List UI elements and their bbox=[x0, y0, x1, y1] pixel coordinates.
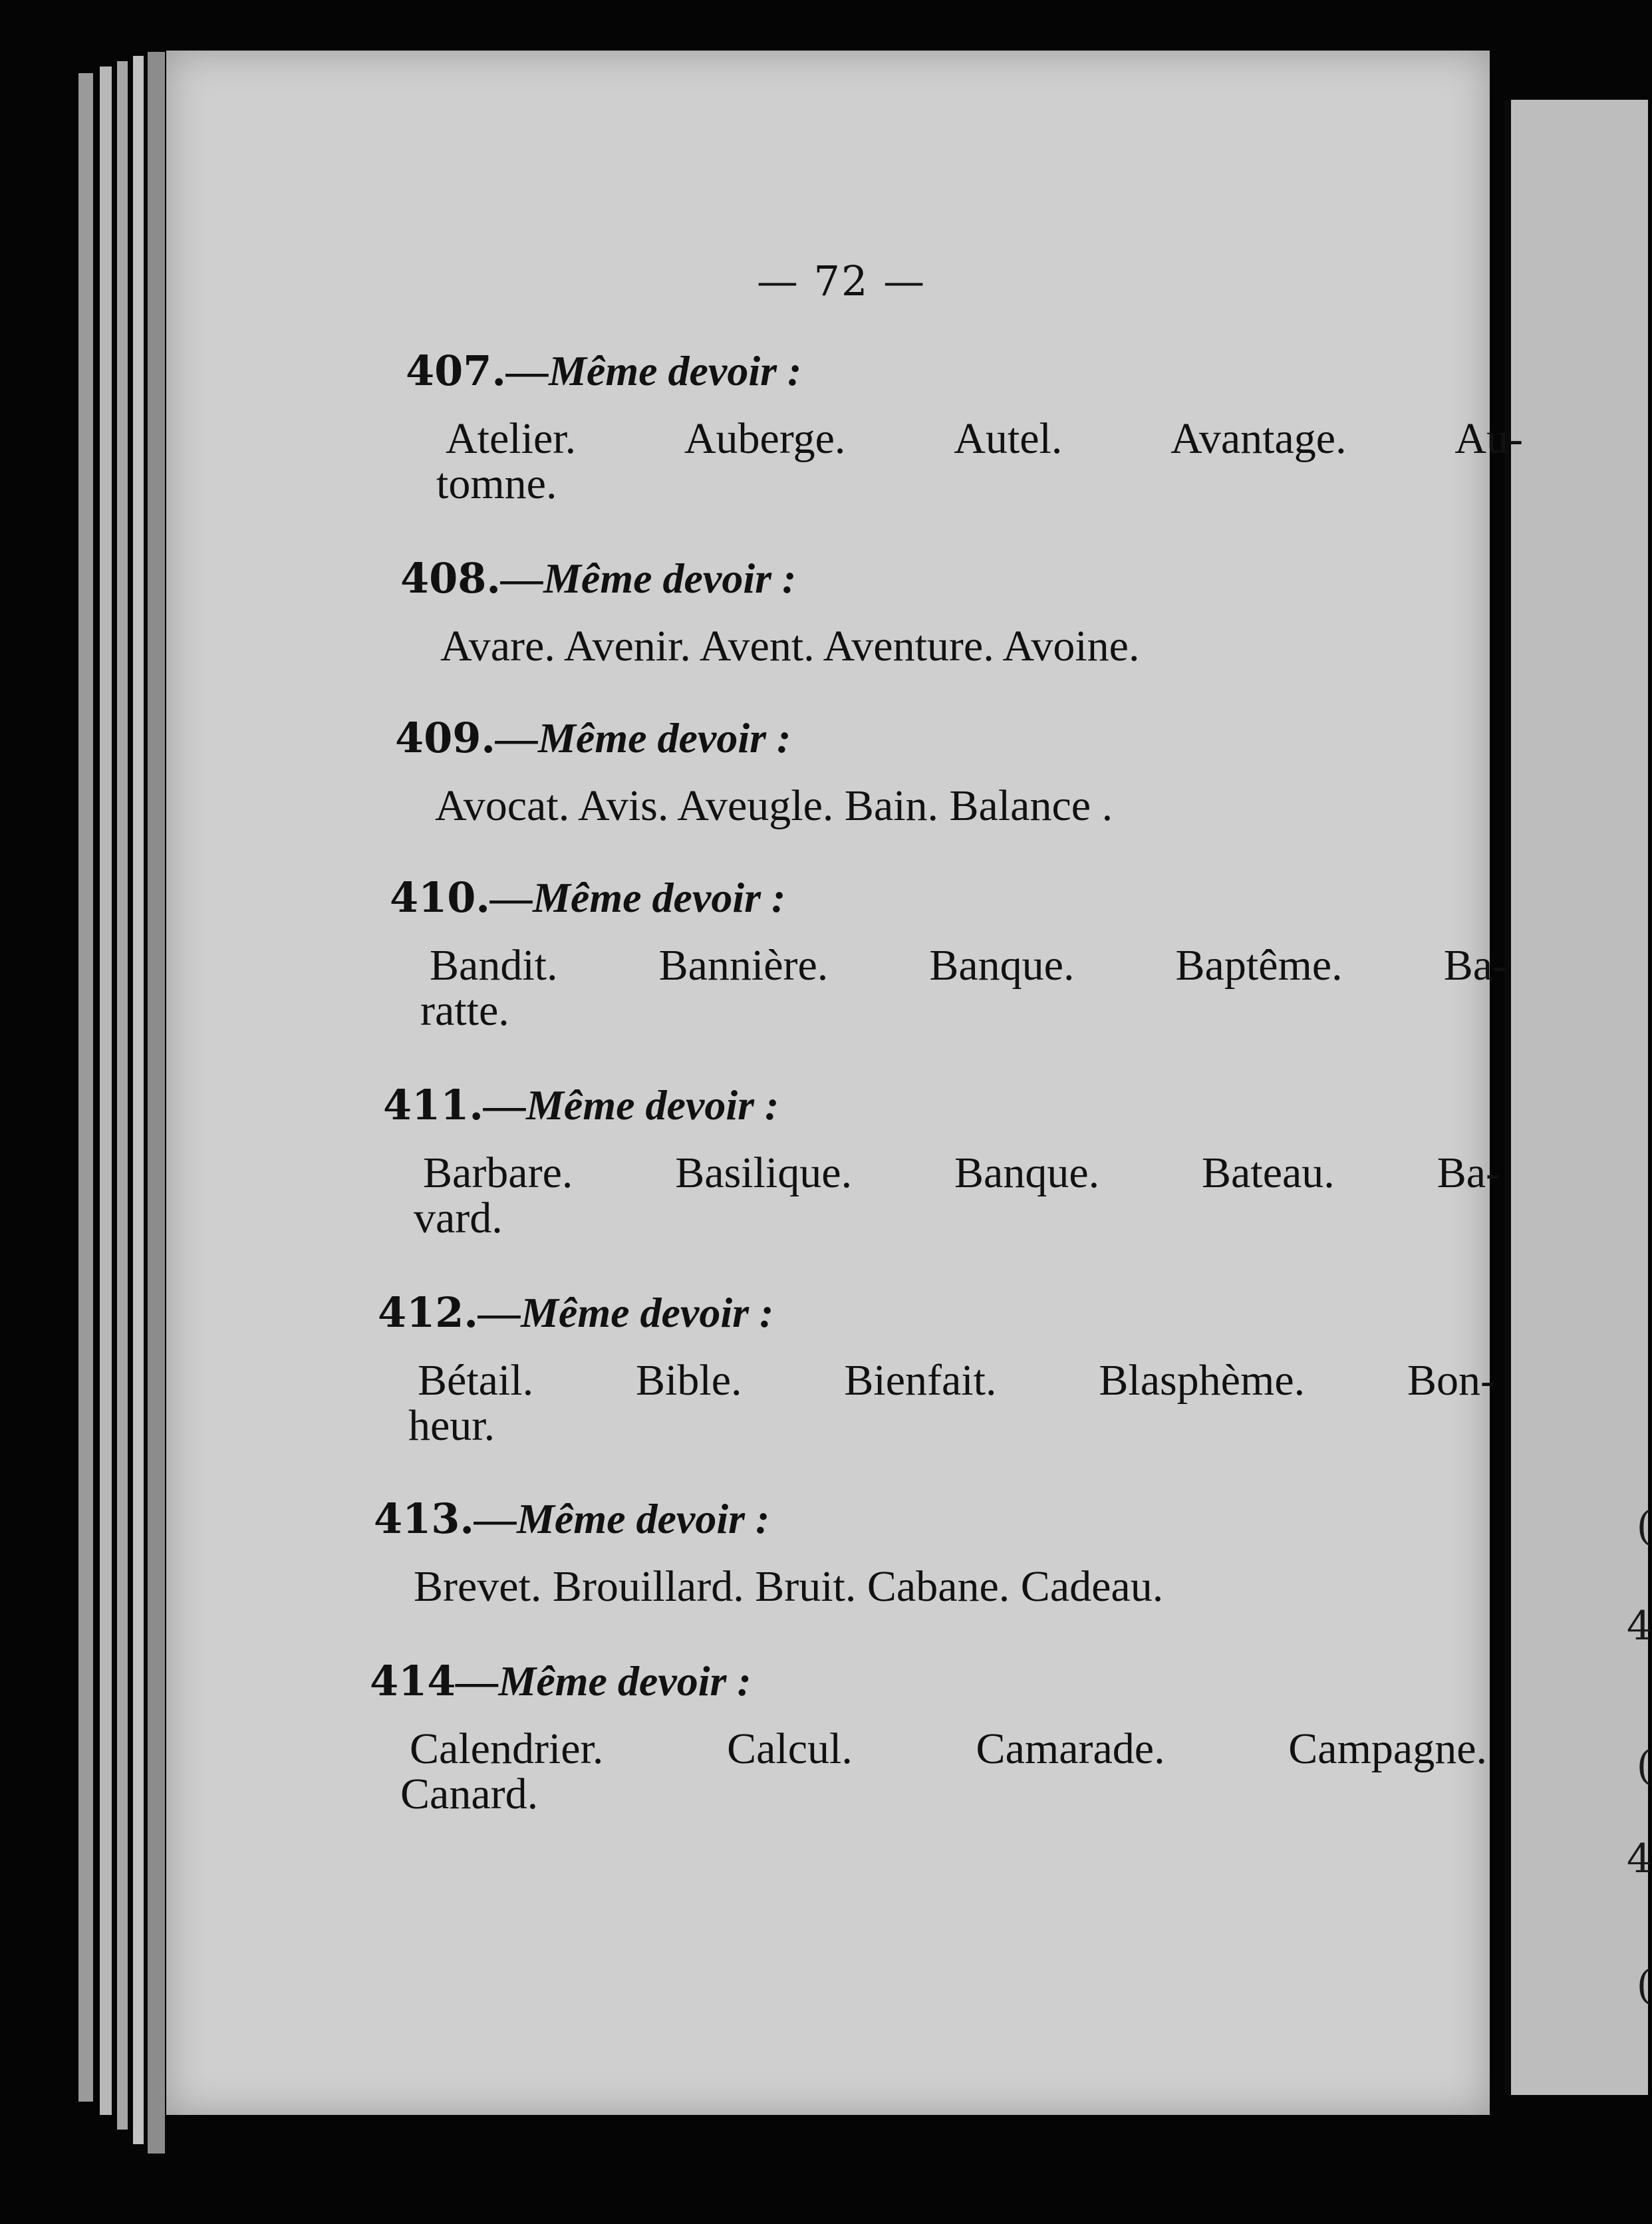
exercise-heading bbox=[406, 346, 1523, 396]
exercise-title: —Même devoir : bbox=[474, 1495, 770, 1542]
exercise-body bbox=[420, 941, 1507, 1035]
exercise-body bbox=[408, 1356, 1495, 1450]
page-edge bbox=[78, 73, 93, 2102]
facing-page-fragment: ( bbox=[1636, 1503, 1652, 1550]
exercise-heading bbox=[370, 1656, 1487, 1707]
exercise-number: 409. bbox=[395, 714, 496, 762]
exercise-number: 412. bbox=[378, 1288, 479, 1337]
exercise-heading bbox=[395, 713, 1512, 764]
exercise-body bbox=[414, 1564, 1491, 1609]
facing-page-fragment: 4 bbox=[1626, 1836, 1652, 1882]
exercise-title: —Même devoir : bbox=[501, 555, 797, 602]
exercise-line-continued: tomne. bbox=[436, 460, 557, 508]
exercise-body bbox=[414, 1149, 1500, 1242]
exercise-item bbox=[383, 1080, 1500, 1241]
page-edge bbox=[133, 56, 144, 2144]
facing-page-fragment: ( bbox=[1636, 1962, 1652, 2009]
exercise-number: 413. bbox=[374, 1494, 475, 1543]
page-edge bbox=[148, 52, 165, 2154]
exercise-number: 414 bbox=[370, 1657, 456, 1705]
exercise-title: —Même devoir : bbox=[456, 1657, 752, 1705]
exercise-number: 411. bbox=[383, 1081, 484, 1129]
exercise-line: Barbare. Basilique. Banque. Bateau. Ba- bbox=[423, 1149, 1500, 1197]
exercise-heading bbox=[374, 1494, 1491, 1544]
exercise-line-continued: heur. bbox=[408, 1401, 495, 1450]
facing-page bbox=[1504, 100, 1652, 2095]
exercise-body bbox=[436, 414, 1523, 508]
exercise-title: —Même devoir : bbox=[506, 347, 802, 394]
exercise-body bbox=[440, 624, 1518, 669]
exercise-item bbox=[395, 713, 1512, 829]
exercise-title: —Même devoir : bbox=[490, 874, 786, 921]
exercise-title: —Même devoir : bbox=[495, 714, 791, 762]
exercise-item bbox=[406, 346, 1523, 507]
exercise-title: —Même devoir : bbox=[483, 1081, 779, 1129]
exercise-body bbox=[400, 1725, 1487, 1818]
facing-page-fragment: ( bbox=[1636, 1742, 1652, 1789]
exercise-number: 410. bbox=[390, 873, 491, 922]
exercise-line-continued: vard. bbox=[414, 1194, 503, 1242]
exercise-heading bbox=[378, 1288, 1495, 1338]
exercise-heading bbox=[400, 553, 1518, 604]
exercise-line: Atelier. Auberge. Autel. Avantage. Au- bbox=[446, 414, 1523, 463]
exercise-heading bbox=[383, 1080, 1500, 1131]
exercise-item bbox=[400, 553, 1518, 669]
page-number: — 72 — bbox=[756, 257, 926, 305]
exercise-line: Avare. Avenir. Avent. Aventure. Avoine. bbox=[440, 622, 1140, 670]
facing-page-fragment: 4 bbox=[1626, 1603, 1652, 1649]
exercise-line: Bétail. Bible. Bienfait. Blasphème. Bon- bbox=[418, 1356, 1495, 1405]
exercise-line-continued: Canard. bbox=[400, 1770, 539, 1818]
exercise-body bbox=[435, 783, 1512, 829]
exercise-item bbox=[374, 1494, 1491, 1609]
exercise-item bbox=[378, 1288, 1495, 1449]
exercise-line: Avocat. Avis. Aveugle. Bain. Balance . bbox=[435, 781, 1113, 830]
exercise-line: Calendrier. Calcul. Camarade. Campagne. bbox=[410, 1725, 1487, 1773]
exercise-line: Bandit. Bannière. Banque. Baptême. Ba- bbox=[430, 941, 1507, 990]
exercise-item bbox=[390, 873, 1507, 1034]
exercise-line-continued: ratte. bbox=[420, 986, 509, 1035]
exercise-heading bbox=[390, 873, 1507, 923]
exercise-title: —Même devoir : bbox=[478, 1289, 774, 1336]
exercise-number: 407. bbox=[406, 347, 507, 395]
page-edge bbox=[100, 67, 112, 2115]
exercise-line: Brevet. Brouillard. Bruit. Cabane. Cadeau. bbox=[414, 1562, 1164, 1611]
page-edge bbox=[117, 61, 128, 2130]
exercise-item bbox=[370, 1656, 1487, 1817]
exercise-number: 408. bbox=[400, 554, 501, 603]
